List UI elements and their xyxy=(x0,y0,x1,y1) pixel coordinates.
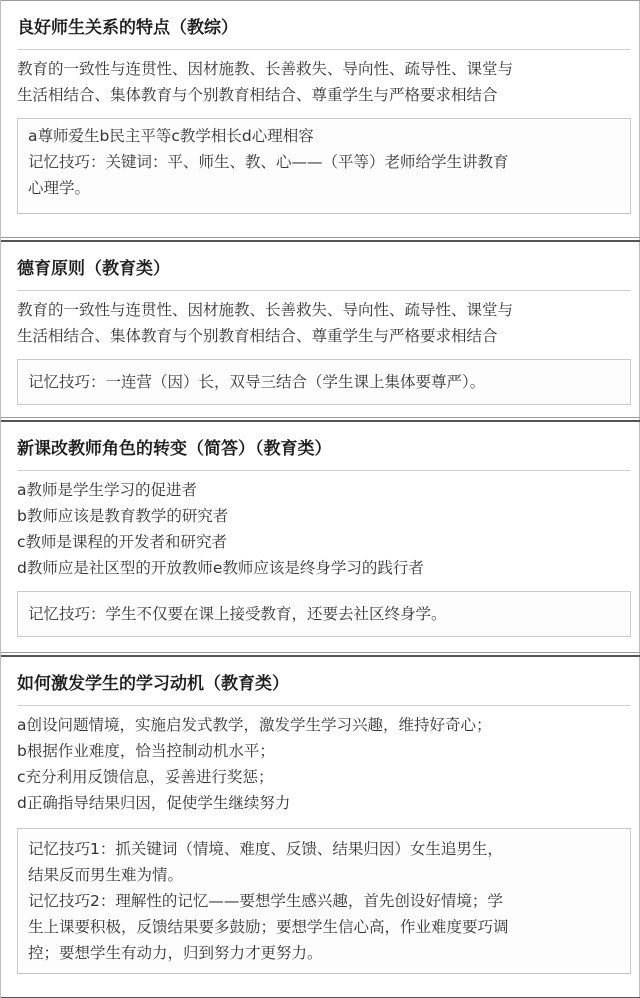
section-body xyxy=(17,56,631,108)
tip-line: 结果反而男生难为情。 xyxy=(28,866,184,884)
section-body xyxy=(17,297,631,349)
list-item: d教师应是社区型的开放教师e教师应该是终身学习的践行者 xyxy=(17,559,424,577)
body-line: 教育的一致性与连贯性、因材施教、长善救失、导向性、疏导性、课堂与 xyxy=(17,60,514,78)
memory-tip-box xyxy=(17,828,631,974)
section-title: 良好师生关系的特点（教综） xyxy=(17,16,631,50)
memory-tip-box xyxy=(17,591,631,637)
section-title: 新课改教师角色的转变（简答）（教育类） xyxy=(17,437,631,471)
tip-line: a尊师爱生b民主平等c教学相长d心理相容 xyxy=(28,127,314,145)
memory-tip-box xyxy=(17,118,631,214)
section-body xyxy=(17,712,631,816)
tip-line: 记忆技巧2：理解性的记忆——要想学生感兴趣，首先创设好情境；学 xyxy=(28,892,503,910)
list-item: c教师是课程的开发者和研究者 xyxy=(17,533,228,551)
tip-line: 生上课要积极，反馈结果要多鼓励；要想学生信心高，作业难度要巧调 xyxy=(28,918,509,936)
section-title: 如何激发学生的学习动机（教育类） xyxy=(17,672,631,706)
list-item: c充分利用反馈信息，妥善进行奖惩； xyxy=(17,768,274,786)
tip-line: 记忆技巧：关键词：平、师生、教、心——（平等）老师给学生讲教育 xyxy=(28,153,509,171)
section-moral-education-principles xyxy=(1,240,640,418)
section-learning-motivation xyxy=(1,655,640,998)
section-body xyxy=(17,477,631,581)
tip-line: 心理学。 xyxy=(28,179,91,197)
body-line: 教育的一致性与连贯性、因材施教、长善救失、导向性、疏导性、课堂与 xyxy=(17,301,514,319)
tip-line: 记忆技巧：学生不仅要在课上接受教育，还要去社区终身学。 xyxy=(28,605,447,623)
tip-line: 记忆技巧：一连营（因）长，双导三结合（学生课上集体要尊严）。 xyxy=(28,373,486,391)
list-item: b教师应该是教育教学的研究者 xyxy=(17,507,229,525)
list-item: a教师是学生学习的促进者 xyxy=(17,481,197,499)
list-item: b根据作业难度，恰当控制动机水平； xyxy=(17,742,275,760)
list-item: a创设问题情境，实施启发式教学，激发学生学习兴趣，维持好奇心； xyxy=(17,716,492,734)
tip-line: 控；要想学生有动力，归到努力才更努力。 xyxy=(28,944,323,962)
section-title: 德育原则（教育类） xyxy=(17,257,631,291)
body-line: 生活相结合、集体教育与个别教育相结合、尊重学生与严格要求相结合 xyxy=(17,86,498,104)
tip-line: 记忆技巧1：抓关键词（情境、难度、反馈、结果归因）女生追男生， xyxy=(28,840,503,858)
memory-tip-box xyxy=(17,359,631,405)
section-teacher-student-relationship xyxy=(1,0,640,238)
section-teacher-role-change xyxy=(1,420,640,653)
body-line: 生活相结合、集体教育与个别教育相结合、尊重学生与严格要求相结合 xyxy=(17,327,498,345)
list-item: d正确指导结果归因，促使学生继续努力 xyxy=(17,794,291,812)
